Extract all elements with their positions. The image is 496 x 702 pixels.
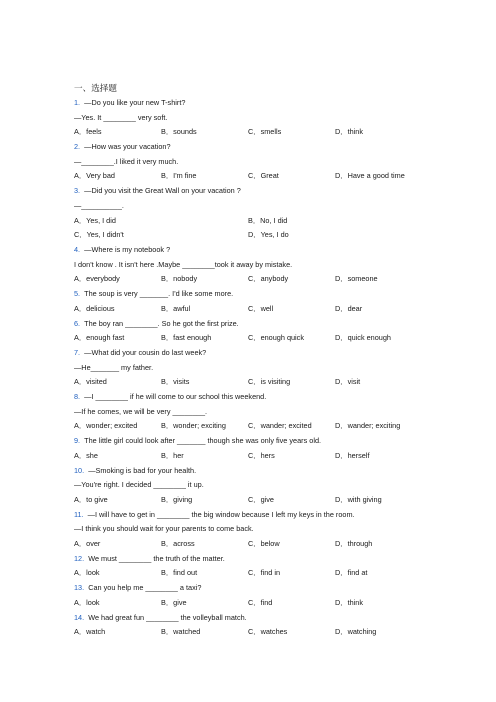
answer-option[interactable]: D．watching [335,627,377,637]
answer-option[interactable]: A．feels [74,127,102,137]
answer-option[interactable]: A．look [74,568,100,578]
answer-option[interactable]: A．watch [74,627,106,637]
answer-option[interactable]: D．think [335,597,363,607]
options-row [74,596,474,611]
question-line: —Yes. It ________ very soft. [74,112,168,122]
options-row [74,169,474,184]
answer-option[interactable]: A．look [74,597,100,607]
question-text: —What did your cousin do last week? [80,347,207,357]
question-text: The soup is very _______. I'd like some more. [80,289,234,299]
question-12 [74,552,474,581]
question-stem [74,346,474,361]
question-text: The little girl could look after _______ though she was only five years old. [80,436,322,446]
answer-option[interactable]: A．wonder; excited [74,421,138,431]
question-stem [74,581,474,596]
answer-option[interactable]: C．enough quick [248,333,304,343]
answer-option[interactable]: A．over [74,538,101,548]
answer-option[interactable]: A．delicious [74,303,115,313]
answer-option[interactable]: D．with giving [335,494,382,504]
answer-option[interactable]: A．Yes, I did [74,215,116,225]
question-text: —Where is my notebook ? [80,245,171,254]
question-number: 10. [74,465,85,475]
answer-option[interactable]: B．her [161,450,184,460]
question-stem [74,317,474,332]
answer-option[interactable]: B．No, I did [248,215,288,225]
question-stem [74,243,474,258]
question-number: 4. [74,245,81,254]
question-stem [74,434,474,449]
question-number: 12. [74,553,85,563]
answer-option[interactable]: B．visits [161,377,190,387]
answer-option[interactable]: C．watches [248,627,288,637]
question-stem [74,508,474,523]
answer-option[interactable]: B．fast enough [161,333,212,343]
answer-option[interactable]: C．is visiting [248,377,291,387]
answer-option[interactable]: B．awful [161,303,191,313]
answer-option[interactable]: A．she [74,450,98,460]
question-line: —I think you should wait for your parents to come back. [74,524,254,534]
question-text: —How was your vacation? [80,142,171,152]
answer-option[interactable]: A．enough fast [74,333,125,343]
question-text: Can you help me ________ a taxi? [84,583,202,593]
question-number: 7. [74,347,81,357]
answer-option[interactable]: D．quick enough [335,333,391,343]
question-3 [74,184,474,243]
answer-option[interactable]: D．wander; exciting [335,421,401,431]
question-6 [74,317,474,346]
question-stem [74,140,474,155]
question-stem [74,184,474,199]
answer-option[interactable]: B．sounds [161,127,197,137]
question-stem [74,464,474,479]
question-line: —________.I liked it very much. [74,156,179,166]
options-row [74,537,474,552]
question-line: —You're right. I decided ________ it up. [74,480,204,490]
question-8 [74,390,474,434]
answer-option[interactable]: A．to give [74,494,108,504]
answer-option[interactable]: B．watched [161,627,201,637]
answer-option[interactable]: B．giving [161,494,193,504]
options-row [74,625,474,640]
answer-option[interactable]: A．visited [74,377,107,387]
question-text: —Smoking is bad for your health. [84,465,197,475]
answer-option[interactable]: C．smells [248,127,282,137]
question-4 [74,243,474,287]
answer-option[interactable]: B．give [161,597,187,607]
question-1 [74,96,474,140]
answer-option[interactable]: C．give [248,494,274,504]
options-row [74,566,474,581]
options-row [74,125,474,140]
answer-option[interactable]: D．herself [335,450,370,460]
answer-option[interactable]: D．visit [335,377,361,387]
question-stem [74,552,474,567]
question-number: 2. [74,142,81,152]
options-row [74,272,474,287]
question-11 [74,508,474,552]
answer-option[interactable]: C．find in [248,568,281,578]
answer-option[interactable]: D．think [335,127,363,137]
question-text: —Do you like your new T-shirt? [80,98,186,107]
question-line: I don't know . It isn't here .Maybe ________took it away by mistake. [74,259,293,269]
question-13 [74,581,474,610]
question-line: —If he comes, we will be very ________. [74,406,208,416]
answer-option[interactable]: B．wonder; exciting [161,421,226,431]
question-stem [74,390,474,405]
options-row [74,331,474,346]
question-text: —Did you visit the Great Wall on your vacation ? [80,186,241,196]
question-9 [74,434,474,463]
question-number: 13. [74,583,85,593]
answer-option[interactable]: A．everybody [74,274,120,284]
question-2 [74,140,474,184]
options-row [74,375,474,390]
question-stem [74,287,474,302]
question-text: The boy ran ________. So he got the first prize. [80,318,239,328]
answer-option[interactable]: D．Have a good time [335,171,405,181]
question-7 [74,346,474,390]
answer-option[interactable]: D．through [335,538,373,548]
answer-option[interactable]: C．hers [248,450,275,460]
question-number: 11. [74,509,84,519]
answer-option[interactable]: B．nobody [161,274,198,284]
question-10 [74,464,474,508]
question-stem [74,96,474,111]
question-number: 14. [74,612,85,622]
question-line: —__________. [74,200,124,210]
answer-option[interactable]: C．Great [248,171,279,181]
answer-option[interactable]: D．dear [335,303,363,313]
question-text: We had great fun ________ the volleyball match. [84,612,247,622]
answer-option[interactable]: C．well [248,303,274,313]
question-text: —I will have to get in ________ the big window because I left my keys in the room. [83,509,355,519]
answer-option[interactable]: D．find at [335,568,368,578]
answer-option[interactable]: D．someone [335,274,378,284]
options-row [74,302,474,317]
question-14 [74,611,474,640]
answer-option[interactable]: B．across [161,538,195,548]
options-row [74,493,474,508]
question-number: 5. [74,289,81,299]
question-stem [74,611,474,626]
question-number: 8. [74,392,81,401]
question-line: —He_______ my father. [74,362,154,372]
answer-option[interactable]: C．below [248,538,280,548]
options-row [74,419,474,434]
answer-option[interactable]: C．find [248,597,273,607]
question-number: 3. [74,186,81,196]
question-number: 6. [74,318,81,328]
answer-option[interactable]: B．I'm fine [161,171,197,181]
options-row [74,214,474,229]
options-row [74,228,474,243]
answer-option[interactable]: B．find out [161,568,198,578]
answer-option[interactable]: A．Very bad [74,171,115,181]
question-text: —I ________ if he will come to our school this weekend. [80,392,267,401]
answer-option[interactable]: C．anybody [248,274,289,284]
options-row [74,449,474,464]
question-text: We must ________ the truth of the matter. [84,553,225,563]
answer-option[interactable]: C．Yes, I didn't [74,230,124,240]
answer-option[interactable]: C．wander; excited [248,421,312,431]
question-number: 9. [74,436,81,446]
answer-option[interactable]: D．Yes, I do [248,230,289,240]
question-5 [74,287,474,316]
section-title: 一、选择题 [74,83,117,93]
question-number: 1. [74,98,81,107]
